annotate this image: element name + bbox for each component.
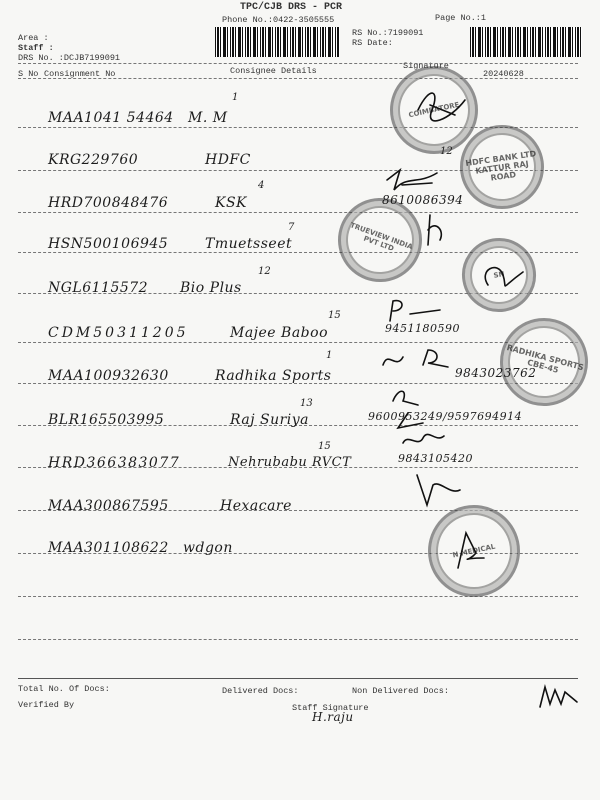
consignee-name: KSK [215, 195, 248, 211]
signature-label: Signature [403, 61, 449, 71]
phone-number: Phone No.:0422-3505555 [222, 15, 335, 25]
signature-row-9 [398, 428, 448, 453]
consignee-name: Radhika Sports [215, 368, 332, 384]
coimbatore-stamp: COIMBATORE [382, 58, 486, 162]
consignee-name: Hexacare [220, 498, 292, 514]
consignment-number: KRG229760 [48, 152, 139, 168]
row-divider [18, 639, 578, 640]
drs-barcode [215, 27, 340, 57]
rs-date-label: RS Date: [352, 38, 393, 48]
row-divider [18, 212, 578, 213]
row-number: 1 [232, 92, 239, 103]
signature-row-5 [478, 260, 528, 295]
consignment-number: MAA301108622 [48, 540, 169, 556]
row-number: 7 [288, 222, 295, 233]
consignment-number: HRD700848476 [48, 195, 169, 211]
consignee-name: wdgon [183, 540, 233, 556]
row-number: 12 [440, 146, 453, 157]
consignment-number: NGL6115572 [48, 280, 149, 296]
consignment-number: CDM50311205 [48, 325, 189, 341]
signature-row-6 [385, 296, 445, 326]
row-divider [18, 596, 578, 597]
consignment-number: BLR165503995 [48, 412, 165, 428]
consignee-name: Majee Baboo [230, 325, 328, 341]
column-sno: S No [18, 69, 39, 79]
verifier-signature [535, 682, 580, 712]
drs-number: DRS No. :DCJB7199091 [18, 53, 121, 63]
staff-signature-label: Staff Signature [292, 703, 369, 713]
consignee-name: Bio Plus [180, 280, 242, 296]
sn-round-stamp: SN [456, 232, 542, 318]
staff-label: Staff : [18, 43, 54, 53]
row-divider [18, 342, 578, 343]
row-number: 15 [318, 441, 331, 452]
row-number: 1 [326, 350, 333, 361]
document-title: TPC/CJB DRS - PCR [240, 2, 343, 13]
delivered-docs-label: Delivered Docs: [222, 686, 299, 696]
hdfc-bank-stamp: HDFC BANK LTD KATTUR RAJ ROAD [455, 120, 550, 215]
signature-row-11 [448, 528, 488, 573]
row-number: 15 [328, 310, 341, 321]
row-number: 13 [300, 398, 313, 409]
signature-row-10 [405, 470, 465, 510]
consignment-number: MAA1041 54464 [48, 110, 174, 126]
phone-number-handwritten: 9843105420 [398, 452, 473, 465]
footer-divider [18, 678, 578, 679]
signature-row-7 [378, 345, 458, 375]
consignee-name: Nehrubabu RVCT [228, 455, 352, 470]
verified-by-label: Verified By [18, 700, 75, 710]
company-round-stamp: TRUEVIEW INDIA PVT LTD [326, 186, 434, 294]
signature-row-2 [382, 165, 442, 195]
signature-row-4 [420, 210, 450, 250]
column-consignment-no: Consignment No [44, 69, 116, 79]
page-number: Page No.:1 [435, 13, 487, 23]
consignment-number: MAA300867595 [48, 498, 169, 514]
signature-row-8 [388, 383, 433, 433]
rs-number: RS No.:7199091 [352, 28, 424, 38]
consignee-name: Tmuetsseet [205, 236, 293, 252]
consignment-number: HRD366383077 [48, 455, 181, 471]
phone-number-handwritten: 9843023762 [455, 366, 537, 380]
consignee-name: HDFC [205, 152, 251, 168]
column-header-divider [18, 78, 578, 79]
consignment-number: MAA100932630 [48, 368, 169, 384]
total-docs-label: Total No. Of Docs: [18, 684, 110, 694]
phone-number-handwritten: 8610086394 [382, 193, 464, 207]
document-date: 20240628 [483, 69, 524, 79]
header-divider [18, 63, 578, 64]
non-delivered-docs-label: Non Delivered Docs: [352, 686, 449, 696]
column-consignee-details: Consignee Details [230, 66, 317, 76]
phone-number-handwritten: 9451180590 [385, 322, 460, 335]
consignment-number: HSN500106945 [48, 236, 169, 252]
medical-round-stamp: N MEDICAL [419, 496, 528, 605]
radhika-sports-stamp: RADHIKA SPORTS CBE-45 [490, 308, 598, 416]
signature-row-1 [410, 80, 470, 130]
area-label: Area : [18, 33, 49, 43]
row-number: 12 [258, 266, 271, 277]
row-number: 4 [258, 180, 265, 191]
consignee-name: Raj Suriya [230, 412, 310, 428]
rs-barcode [470, 27, 582, 57]
staff-signature-handwriting: H.raju [312, 710, 354, 724]
consignee-name: M. M [188, 110, 228, 126]
phone-number-handwritten: 9600953249/9597694914 [368, 410, 523, 423]
